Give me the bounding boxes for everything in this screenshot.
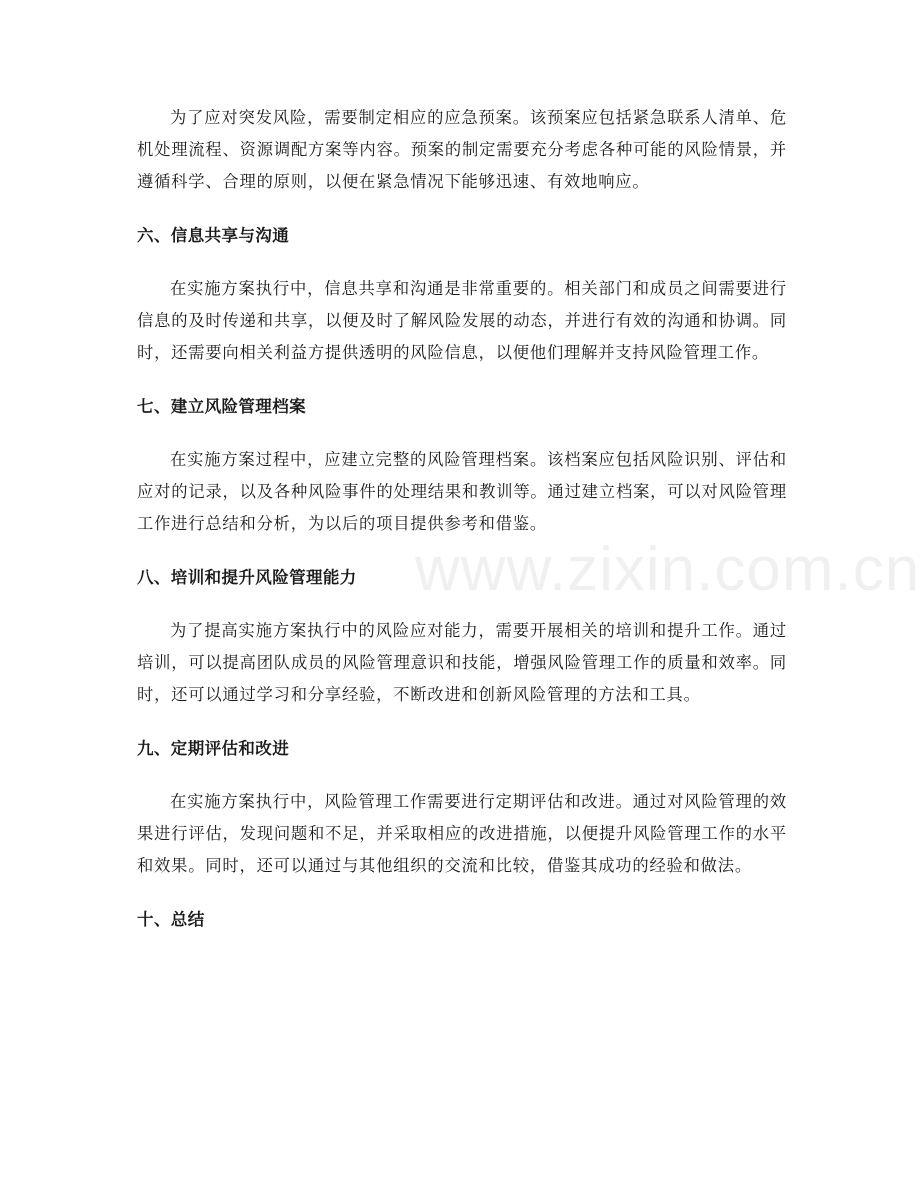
paragraph-emergency-plan: 为了应对突发风险，需要制定相应的应急预案。该预案应包括紧急联系人清单、危机处理流程、资源调配方案等内容。预案的制定需要充分考虑各种可能的风险情景，并遵循科学、合理的原则，以便在紧急情况下能够迅速、有效地响应。 xyxy=(137,108,787,191)
paragraph-risk-archive: 在实施方案过程中，应建立完整的风险管理档案。该档案应包括风险识别、评估和应对的记录，以及各种风险事件的处理结果和教训等。通过建立档案，可以对风险管理工作进行总结和分析，为以后的项目提供参考和借鉴。 xyxy=(137,450,787,533)
paragraph-training: 为了提高实施方案执行中的风险应对能力，需要开展相关的培训和提升工作。通过培训，可以提高团队成员的风险管理意识和技能，增强风险管理工作的质量和效率。同时，还可以通过学习和分享经验，不断改进和创新风险管理的方法和工具。 xyxy=(137,621,787,704)
document-body xyxy=(137,102,920,936)
heading-training: 八、培训和提升风险管理能力 xyxy=(137,568,357,587)
heading-summary: 十、总结 xyxy=(137,910,205,929)
heading-info-sharing: 六、信息共享与沟通 xyxy=(137,226,290,245)
heading-periodic-review: 九、定期评估和改进 xyxy=(137,739,290,758)
heading-risk-archive: 七、建立风险管理档案 xyxy=(137,397,306,416)
paragraph-info-sharing: 在实施方案执行中，信息共享和沟通是非常重要的。相关部门和成员之间需要进行信息的及时传递和共享，以便及时了解风险发展的动态，并进行有效的沟通和协调。同时，还需要向相关利益方提供透明的风险信息，以便他们理解并支持风险管理工作。 xyxy=(137,279,787,362)
paragraph-periodic-review: 在实施方案执行中，风险管理工作需要进行定期评估和改进。通过对风险管理的效果进行评估，发现问题和不足，并采取相应的改进措施，以便提升风险管理工作的水平和效果。同时，还可以通过与其他组织的交流和比较，借鉴其成功的经验和做法。 xyxy=(137,792,787,875)
watermark: www.zixin.com.cn xyxy=(415,535,920,604)
